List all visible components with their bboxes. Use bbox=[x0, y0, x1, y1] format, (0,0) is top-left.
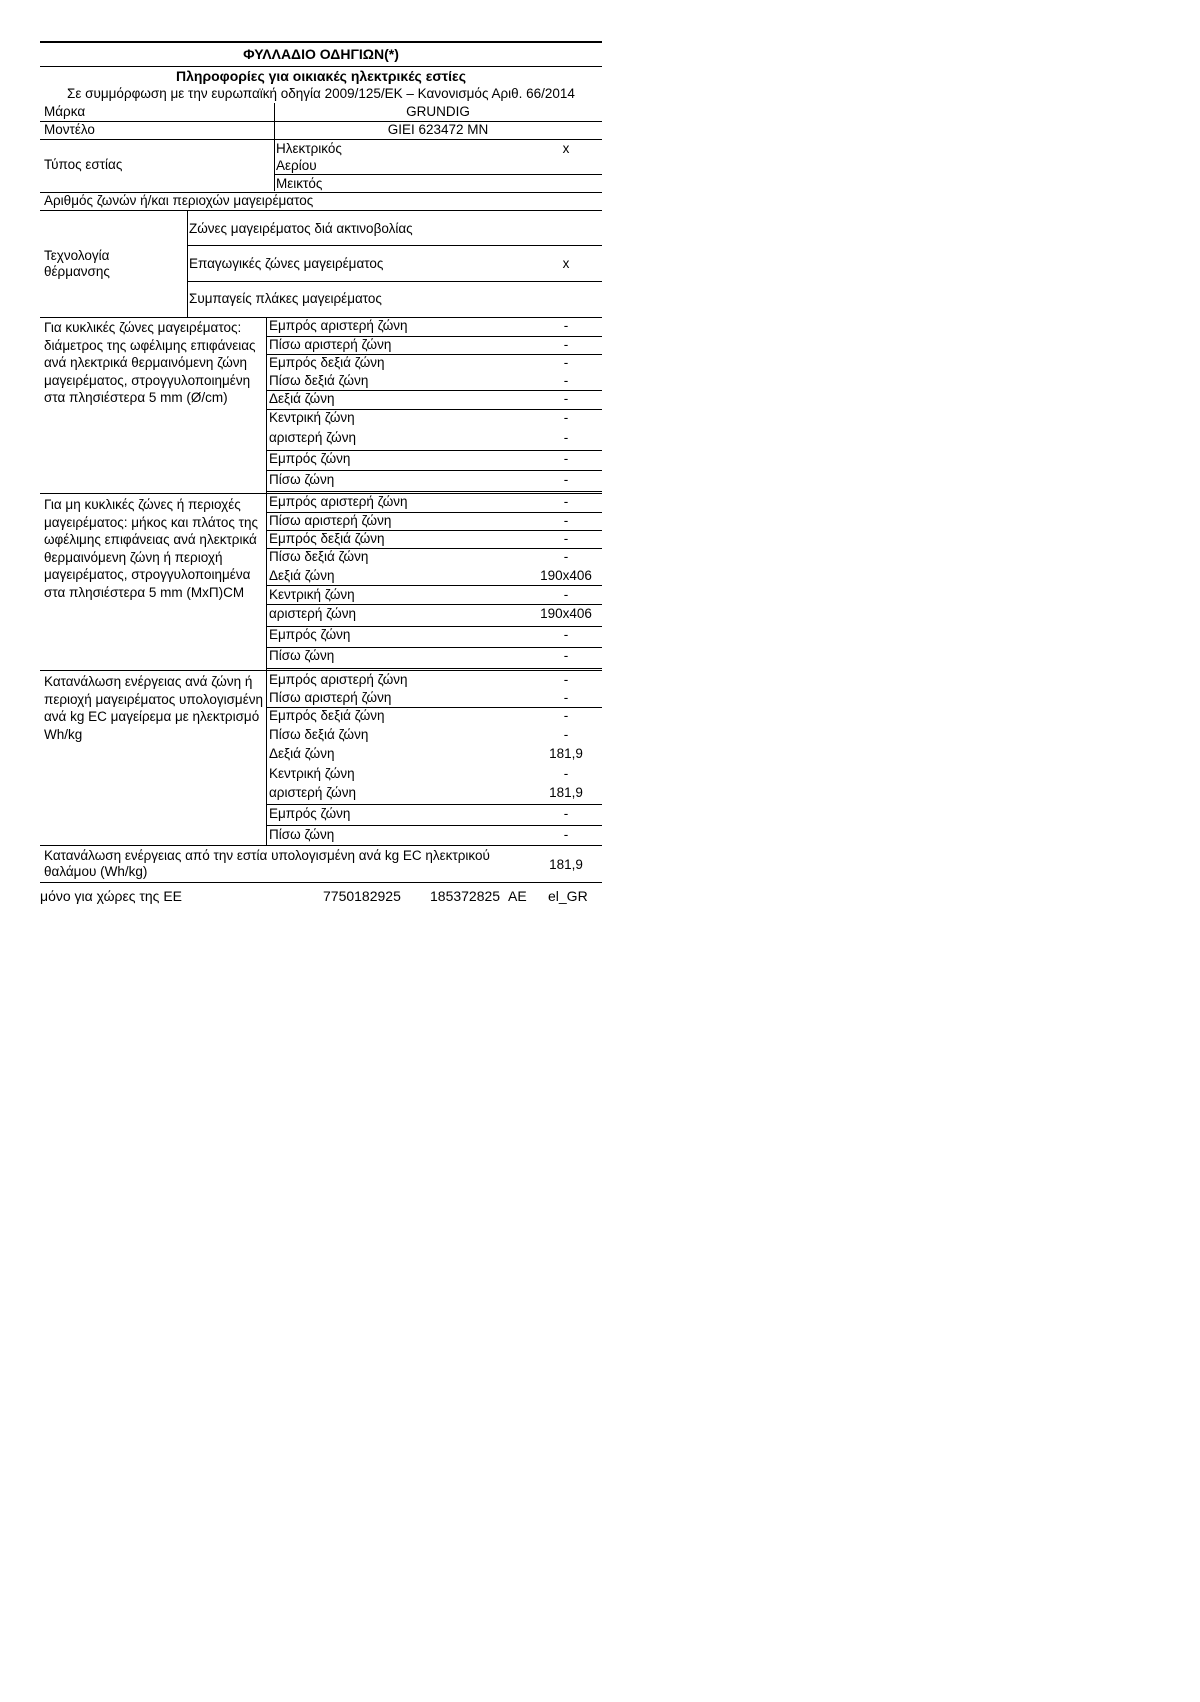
brand-label: Μάρκα bbox=[44, 104, 86, 119]
zone-value: - bbox=[563, 337, 569, 352]
hob-type-label: Τύπος εστίας bbox=[44, 157, 123, 172]
rule bbox=[40, 670, 602, 671]
energy-hob-label: Κατανάλωση ενέργειας από την εστία υπολογισμένη ανά kg EC ηλεκτρικού θαλάμου (Wh/kg) bbox=[44, 848, 490, 879]
hob-type-gas: Αερίου bbox=[276, 158, 317, 173]
zone-value: - bbox=[563, 355, 569, 370]
zone-name: αριστερή ζώνη bbox=[269, 785, 356, 800]
circular-label: Για κυκλικές ζώνες μαγειρέματος: διάμετρος της ωφέλιμης επιφάνειας ανά ηλεκτρικά θερμαινόμενη ζώνη μαγειρέματος, στρογγυλοποιημένη στα πλησιέστερα 5 mm (Ø/cm) bbox=[44, 320, 256, 405]
energy-zone-label: Κατανάλωση ενέργειας ανά ζώνη ή περιοχή μαγειρέματος υπολογισμένη ανά kg EC μαγείρεμα με ηλεκτρισμό Wh/kg bbox=[44, 674, 263, 742]
compliance-text: Σε συμμόρφωση με την ευρωπαϊκή οδηγία 2009/125/ΕΚ – Κανονισμός Αριθ. 66/2014 bbox=[67, 86, 575, 101]
hob-type-electric-mark: x bbox=[562, 141, 570, 156]
rule bbox=[187, 245, 602, 246]
row-rule bbox=[266, 491, 602, 492]
zone-name: Πίσω ζώνη bbox=[269, 472, 335, 487]
heating-tech-induction: Επαγωγικές ζώνες μαγειρέματος bbox=[189, 256, 384, 271]
zone-value: - bbox=[563, 766, 569, 781]
footer-locale: el_GR bbox=[548, 888, 588, 904]
zone-name: Εμπρός ζώνη bbox=[269, 627, 351, 642]
zone-value: - bbox=[563, 531, 569, 546]
zone-value: - bbox=[563, 513, 569, 528]
footer-note: μόνο για χώρες της ΕΕ bbox=[40, 888, 182, 904]
zone-name: Πίσω αριστερή ζώνη bbox=[269, 513, 392, 528]
zone-value: - bbox=[563, 549, 569, 564]
top-rule bbox=[40, 41, 602, 43]
hob-type-mixed: Μεικτός bbox=[276, 176, 323, 191]
zone-value: 181,9 bbox=[549, 746, 583, 761]
zone-value: - bbox=[563, 587, 569, 602]
rule bbox=[187, 281, 602, 282]
zone-value: - bbox=[563, 708, 569, 723]
zone-value: 190x406 bbox=[540, 606, 592, 621]
noncircular-label: Για μη κυκλικές ζώνες ή περιοχές μαγειρέματος: μήκος και πλάτος της ωφέλιμης επιφάνειας ανά ηλεκτρικά θερμαινόμενη ζώνη ή περιοχή μαγειρέματος, στρογγυλοποιημένα στα πλησιέστερα 5 mm (ΜxΠ)CM bbox=[44, 497, 258, 600]
zone-value: - bbox=[563, 391, 569, 406]
col-divider bbox=[266, 317, 267, 845]
heating-tech-induction-mark: x bbox=[562, 256, 570, 271]
zones-count-label: Αριθμός ζωνών ή/και περιοχών μαγειρέματος bbox=[44, 193, 314, 208]
energy-hob-value: 181,9 bbox=[549, 857, 583, 872]
row-rule bbox=[266, 668, 602, 669]
zone-name: Δεξιά ζώνη bbox=[269, 746, 335, 761]
heating-tech-label: Τεχνολογία θέρμανσης bbox=[44, 248, 110, 279]
zone-name: Πίσω δεξιά ζώνη bbox=[269, 549, 369, 564]
row-rule bbox=[266, 825, 602, 826]
zone-value: - bbox=[563, 373, 569, 388]
zone-value: - bbox=[563, 727, 569, 742]
zone-name: Πίσω δεξιά ζώνη bbox=[269, 727, 369, 742]
heating-tech-solid: Συμπαγείς πλάκες μαγειρέματος bbox=[189, 291, 382, 306]
zone-name: Εμπρός αριστερή ζώνη bbox=[269, 318, 408, 333]
rule bbox=[40, 882, 602, 883]
zone-value: - bbox=[563, 648, 569, 663]
hob-type-electric: Ηλεκτρικός bbox=[276, 141, 342, 156]
zone-value: - bbox=[563, 627, 569, 642]
rule bbox=[40, 139, 602, 140]
zone-value: - bbox=[563, 690, 569, 705]
zone-name: Εμπρός ζώνη bbox=[269, 451, 351, 466]
zone-name: αριστερή ζώνη bbox=[269, 430, 356, 445]
zone-name: Εμπρός αριστερή ζώνη bbox=[269, 672, 408, 687]
zone-name: Εμπρός δεξιά ζώνη bbox=[269, 708, 385, 723]
rule bbox=[40, 66, 602, 67]
zone-name: Πίσω ζώνη bbox=[269, 827, 335, 842]
footer-code-1: 7750182925 bbox=[323, 888, 401, 904]
zone-value: - bbox=[563, 451, 569, 466]
zone-name: Πίσω ζώνη bbox=[269, 648, 335, 663]
zone-value: 190x406 bbox=[540, 568, 592, 583]
rule bbox=[40, 845, 602, 846]
heating-tech-radiant: Ζώνες μαγειρέματος διά ακτινοβολίας bbox=[189, 221, 413, 236]
model-value: GIEI 623472 MN bbox=[387, 122, 489, 137]
zone-name: Κεντρική ζώνη bbox=[269, 587, 355, 602]
zone-value: - bbox=[563, 806, 569, 821]
zone-name: Εμπρός δεξιά ζώνη bbox=[269, 531, 385, 546]
row-rule bbox=[266, 585, 602, 586]
zone-value: - bbox=[563, 827, 569, 842]
rule bbox=[40, 210, 602, 211]
zone-name: Πίσω αριστερή ζώνη bbox=[269, 337, 392, 352]
zone-name: Κεντρική ζώνη bbox=[269, 410, 355, 425]
zone-name: Κεντρική ζώνη bbox=[269, 766, 355, 781]
col-divider bbox=[187, 210, 188, 317]
row-rule bbox=[266, 804, 602, 805]
sheet-title: ΦΥΛΛΑΔΙΟ ΟΔΗΓΙΩΝ(*) bbox=[243, 46, 399, 62]
zone-value: - bbox=[563, 494, 569, 509]
zone-value: - bbox=[563, 410, 569, 425]
zone-value: - bbox=[563, 430, 569, 445]
footer-code-2: 185372825 bbox=[430, 888, 501, 904]
zone-value: - bbox=[563, 318, 569, 333]
zone-value: - bbox=[563, 672, 569, 687]
sheet-subtitle: Πληροφορίες για οικιακές ηλεκτρικές εστίες bbox=[176, 68, 466, 84]
zone-value: - bbox=[563, 472, 569, 487]
col-divider bbox=[274, 103, 275, 191]
row-rule bbox=[266, 470, 602, 471]
model-label: Μοντέλο bbox=[44, 122, 95, 137]
zone-name: Εμπρός ζώνη bbox=[269, 806, 351, 821]
zone-name: Δεξιά ζώνη bbox=[269, 568, 335, 583]
zone-name: Δεξιά ζώνη bbox=[269, 391, 335, 406]
rule bbox=[274, 174, 602, 175]
zone-name: Πίσω δεξιά ζώνη bbox=[269, 373, 369, 388]
footer-code-3: AE bbox=[508, 888, 527, 904]
zone-name: Πίσω αριστερή ζώνη bbox=[269, 690, 392, 705]
zone-value: 181,9 bbox=[549, 785, 583, 800]
zone-name: Εμπρός αριστερή ζώνη bbox=[269, 494, 408, 509]
brand-value: GRUNDIG bbox=[406, 104, 470, 119]
zone-name: Εμπρός δεξιά ζώνη bbox=[269, 355, 385, 370]
row-rule bbox=[266, 604, 602, 605]
zone-name: αριστερή ζώνη bbox=[269, 606, 356, 621]
